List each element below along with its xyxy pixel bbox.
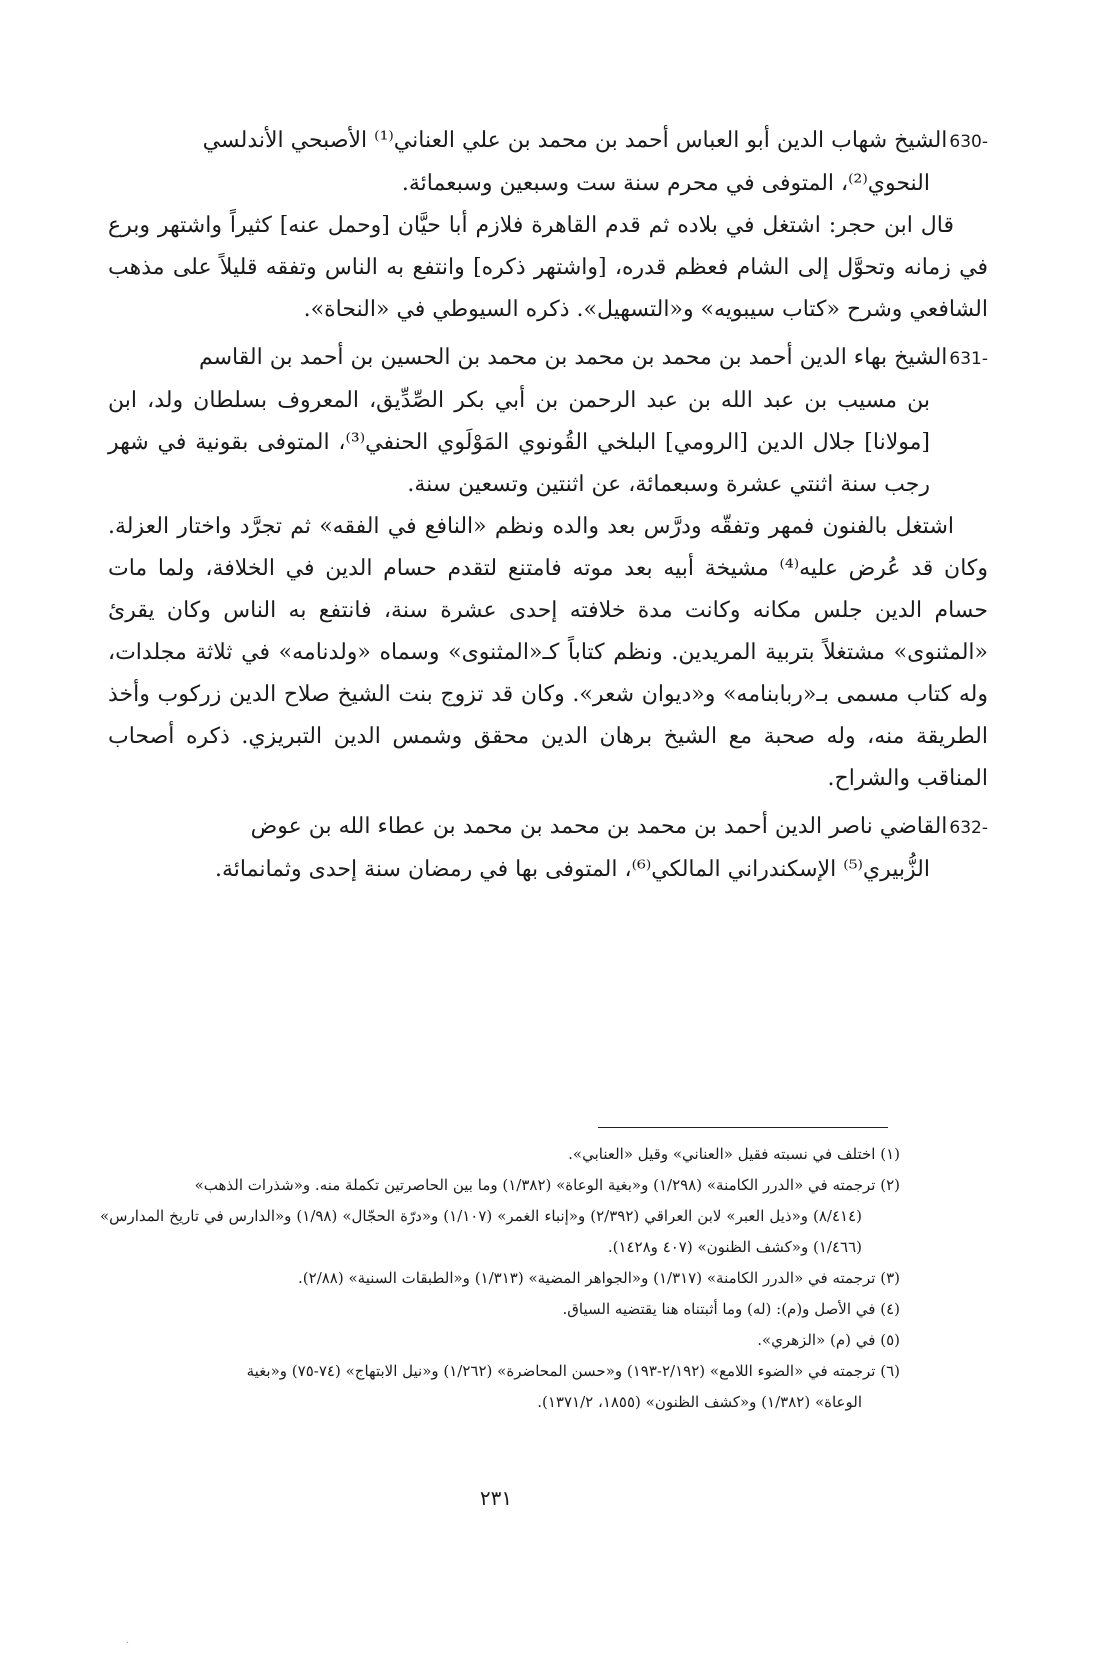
biography-entry-632 — [108, 806, 988, 891]
entry-heading — [108, 806, 988, 849]
corner-mark: · — [126, 1638, 130, 1649]
entry-body: النحوي⁽²⁾، المتوفى في محرم سنة ست وسبعين وسبعمائة. — [401, 171, 930, 196]
page-number: ٢٣١ — [479, 1486, 513, 1510]
biography-entry-630 — [108, 120, 988, 331]
footnote-4: (٤) في الأصل و(م): (له) وما أثبتناه هنا يقتضيه السياق. — [562, 1300, 900, 1318]
entry-heading — [108, 337, 988, 380]
footnote-5: (٥) في (م) «الزهري». — [757, 1331, 900, 1349]
biography-entry-631 — [108, 337, 988, 800]
entry-paragraph: اشتغل بالفنون فمهر وتفقّه ودرَّس بعد والده ونظم «النافع في الفقه» ثم تجرَّد واختار العزلة. وكان قد عُرض عليه⁽⁴⁾ مشيخة أبيه بعد موته فامتنع لتقدم حسام الدين في الخلافة، ولما مات حسام الدين جلس مكانه وكانت مدة خلافته إحدى عشرة سنة، فانتفع به الناس وكان يقرئ «المثنوى» مشتغلاً بتربية المريدين. ونظم كتاباً كـ«المثنوى» وسماه «ولدنامه» في ثلاثة مجلدات، وله كتاب مسمى بـ«ربابنامه» و«ديوان شعر». وكان قد تزوج بنت الشيخ صلاح الدين زركوب وأخذ الطريقة منه، وله صحبة مع الشيخ برهان الدين محقق وشمس الدين التبريزي. ذكره أصحاب المناقب والشراح. — [108, 514, 988, 791]
entry-head-text: الشيخ شهاب الدين أبو العباس أحمد بن محمد بن علي العناني⁽¹⁾ الأصبحي الأندلسي — [202, 128, 948, 153]
footnote-6: (٦) ترجمته في «الضوء اللامع» (٢/١٩٢-١٩٣) و«حسن المحاضرة» (١/٢٦٢) و«نيل الابتهاج» (٧٤-٧٥) و«بغية — [246, 1362, 900, 1380]
entry-head-text: القاضي ناصر الدين أحمد بن محمد بن محمد بن محمد بن عطاء الله بن عوض — [250, 814, 948, 839]
entry-number: 632- — [949, 818, 988, 838]
footnote-2-continuation: (٨/٤١٤) و«ذيل العبر» لابن العراقي (٢/٣٩٢) و«إنباء الغمر» (١/١٠٧) و«درّة الحجّال» (١/٩٨) و«الدارس في تاريخ المدارس» (١/٤٦٦) و«كشف الظنون» (٤٠٧ و١٤٢٨). — [100, 1207, 862, 1256]
footnote-2: (٢) ترجمته في «الدرر الكامنة» (١/٢٩٨) و«بغية الوعاة» (١/٣٨٢) وما بين الحاصرتين تكملة منه. و«شذرات الذهب» — [194, 1176, 900, 1194]
footnote-divider — [598, 1127, 888, 1128]
entry-heading — [108, 120, 988, 163]
entry-paragraph: قال ابن حجر: اشتغل في بلاده ثم قدم القاهرة فلازم أبا حيَّان [وحمل عنه] كثيراً واشتهر وبرع في زمانه وتحوَّل إلى الشام فعظم قدره، [واشتهر ذكره] وانتفع به الناس وتفقه قليلاً على مذهب الشافعي وشرح «كتاب سيبويه» و«التسهيل». ذكره السيوطي في «النحاة». — [108, 213, 988, 322]
entry-body: الزُّبيري⁽⁵⁾ الإسكندراني المالكي⁽⁶⁾، المتوفى بها في رمضان سنة إحدى وثمانمائة. — [215, 857, 930, 882]
entry-number: 631- — [949, 349, 988, 369]
entry-number: 630- — [949, 132, 988, 152]
entry-head-text: الشيخ بهاء الدين أحمد بن محمد بن محمد بن محمد بن الحسين بن أحمد بن القاسم — [198, 345, 948, 370]
footnote-3: (٣) ترجمته في «الدرر الكامنة» (١/٣١٧) و«الجواهر المضية» (١/٣١٣) و«الطبقات السنية» (٢/٨٨). — [298, 1269, 900, 1287]
entry-body: بن مسيب بن عبد الله بن عبد الرحمن بن أبي بكر الصِّدِّيق، المعروف بسلطان ولد، ابن [مولانا] جلال الدين [الرومي] البلخي القُونوي المَوْلَوي الحنفي⁽³⁾، المتوفى بقونية في شهر رجب سنة اثنتي عشرة وسبعمائة، عن اثنتين وتسعين سنة. — [108, 388, 930, 497]
footnote-1: (١) اختلف في نسبته فقيل «العناني» وقيل «العنابي». — [568, 1145, 900, 1163]
footnote-6-continuation: الوعاة» (١/٣٨٢) و«كشف الظنون» (١٨٥٥، ١٣٧١/٢). — [537, 1393, 862, 1411]
footnotes — [100, 1139, 900, 1418]
main-text — [108, 120, 988, 897]
